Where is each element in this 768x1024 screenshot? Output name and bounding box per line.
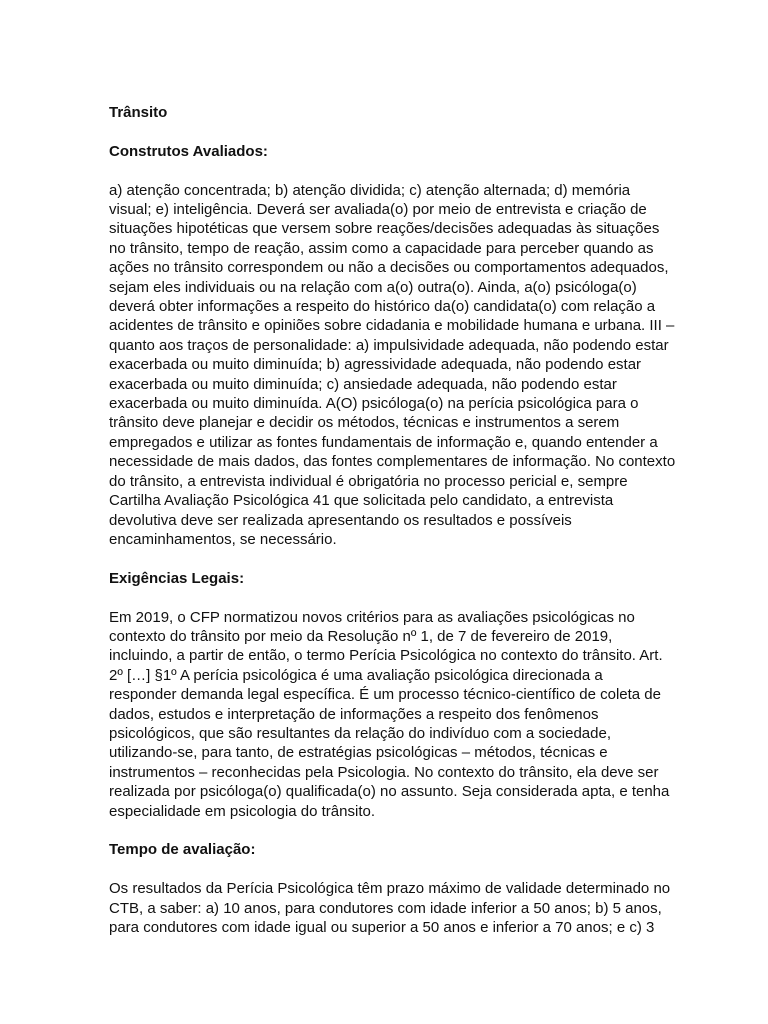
spacer: [109, 821, 699, 840]
document-page: [109, 103, 699, 937]
text-line: exacerbada ou muito diminuída. A(O) psicóloga(o) na perícia psicológica para o: [109, 395, 639, 413]
text-line: deverá obter informações a respeito do histórico da(o) candidata(o) com relação a: [109, 298, 656, 316]
text-line: Os resultados da Perícia Psicológica têm prazo máximo de validade determinado no: [109, 880, 671, 898]
text-line: ações no trânsito correspondem ou não a decisões ou comportamentos adequados,: [109, 259, 669, 277]
section-heading-exigencias: Exigências Legais:: [109, 569, 245, 587]
text-line: 2º […] §1º A perícia psicológica é uma avaliação psicológica direcionada a: [109, 666, 603, 684]
text-line: do trânsito, a entrevista individual é obrigatória no processo pericial e, sempre: [109, 472, 628, 490]
section-heading-construtos: Construtos Avaliados:: [109, 142, 268, 160]
text-line: trânsito deve planejar e decidir os métodos, técnicas e instrumentos a serem: [109, 414, 620, 432]
text-line: psicológicos, que são resultantes da relação do indivíduo com a sociedade,: [109, 724, 611, 742]
text-line: CTB, a saber: a) 10 anos, para condutores com idade inferior a 50 anos; b) 5 anos,: [109, 899, 662, 917]
text-line: exacerbada ou muito diminuída; b) agressividade adequada, não podendo estar: [109, 356, 642, 374]
text-line: utilizando-se, para tanto, de estratégias psicológicas – métodos, técnicas e: [109, 744, 608, 762]
text-line: dados, estudos e interpretação de informações a respeito dos fenômenos: [109, 705, 599, 723]
spacer: [109, 122, 699, 141]
text-line: devolutiva deve ser realizada apresentando os resultados e possíveis: [109, 511, 572, 529]
text-line: contexto do trânsito por meio da Resolução nº 1, de 7 de fevereiro de 2019,: [109, 627, 613, 645]
document-title: Trânsito: [109, 104, 168, 121]
spacer: [109, 588, 699, 607]
text-line: especialidade em psicologia do trânsito.: [109, 802, 375, 820]
section-body-tempo: [109, 879, 699, 937]
text-line: quanto aos traços de personalidade: a) impulsividade adequada, não podendo estar: [109, 336, 669, 354]
section-heading-tempo: Tempo de avaliação:: [109, 841, 256, 859]
spacer: [109, 161, 699, 180]
text-line: para condutores com idade igual ou superior a 50 anos e inferior a 70 anos; e c) 3: [109, 918, 655, 936]
text-line: encaminhamentos, se necessário.: [109, 530, 337, 548]
text-line: incluindo, a partir de então, o termo Perícia Psicológica no contexto do trânsito. Art.: [109, 647, 663, 665]
spacer: [109, 860, 699, 879]
section-body-construtos: [109, 181, 699, 550]
text-line: Cartilha Avaliação Psicológica 41 que solicitada pelo candidato, a entrevista: [109, 492, 614, 510]
text-line: sejam eles individuais ou na relação com a(o) outra(o). Ainda, a(o) psicóloga(o): [109, 278, 637, 296]
text-line: a) atenção concentrada; b) atenção dividida; c) atenção alternada; d) memória: [109, 181, 631, 199]
text-line: empregados e utilizar as fontes fundamentais de informação e, quando entender a: [109, 433, 658, 451]
text-line: acidentes de trânsito e opiniões sobre cidadania e mobilidade humana e urbana. III –: [109, 317, 675, 335]
text-line: exacerbada ou muito diminuída; c) ansiedade adequada, não podendo estar: [109, 375, 617, 393]
text-line: Em 2019, o CFP normatizou novos critérios para as avaliações psicológicas no: [109, 608, 635, 626]
spacer: [109, 549, 699, 568]
text-line: necessidade de mais dados, das fontes complementares de informação. No contexto: [109, 453, 676, 471]
text-line: visual; e) inteligência. Deverá ser avaliada(o) por meio de entrevista e criação de: [109, 201, 647, 218]
text-line: instrumentos – reconhecidas pela Psicologia. No contexto do trânsito, ela deve ser: [109, 763, 659, 781]
text-line: responder demanda legal específica. É um processo técnico-científico de coleta de: [109, 686, 661, 704]
text-line: no trânsito, tempo de reação, assim como a capacidade para perceber quando as: [109, 239, 654, 257]
text-line: realizada por psicóloga(o) qualificada(o) no assunto. Seja considerada apta, e tenha: [109, 783, 670, 801]
section-body-exigencias: [109, 608, 699, 821]
text-line: situações hipotéticas que versem sobre reações/decisões adequadas às situações: [109, 220, 660, 238]
